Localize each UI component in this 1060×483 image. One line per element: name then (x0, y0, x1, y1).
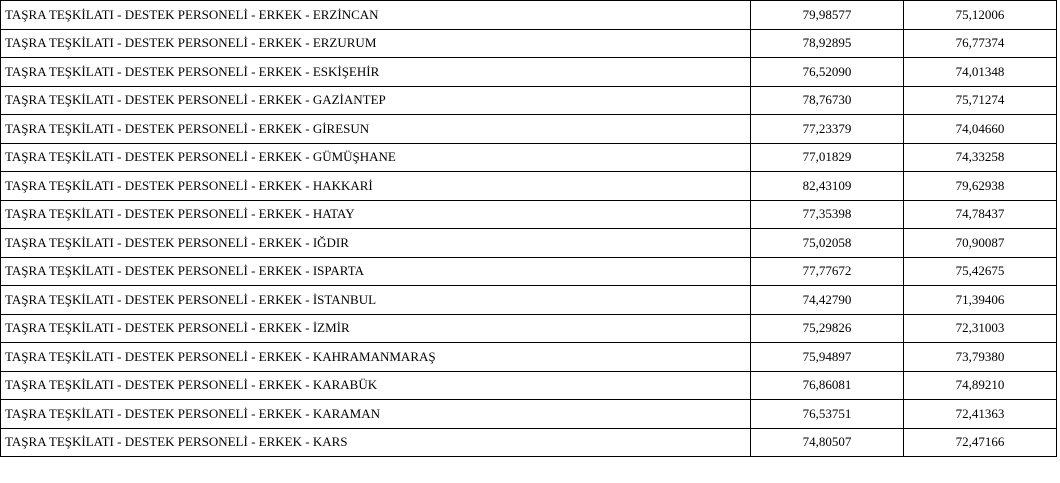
min-score-cell: 76,77374 (904, 29, 1057, 58)
score-table-body (1, 1, 1057, 457)
max-score-cell: 79,98577 (751, 1, 904, 30)
table-row (1, 314, 1057, 343)
max-score-cell: 76,53751 (751, 400, 904, 429)
unit-cell: TAŞRA TEŞKİLATI - DESTEK PERSONELİ - ERKEK - ISPARTA (1, 257, 751, 286)
max-score-cell: 77,77672 (751, 257, 904, 286)
unit-cell: TAŞRA TEŞKİLATI - DESTEK PERSONELİ - ERKEK - İSTANBUL (1, 286, 751, 315)
min-score-cell: 72,31003 (904, 314, 1057, 343)
unit-cell: TAŞRA TEŞKİLATI - DESTEK PERSONELİ - ERKEK - GİRESUN (1, 115, 751, 144)
table-row (1, 172, 1057, 201)
table-row (1, 115, 1057, 144)
unit-cell: TAŞRA TEŞKİLATI - DESTEK PERSONELİ - ERKEK - ESKİŞEHİR (1, 58, 751, 87)
table-row (1, 257, 1057, 286)
unit-cell: TAŞRA TEŞKİLATI - DESTEK PERSONELİ - ERKEK - KARABÜK (1, 371, 751, 400)
min-score-cell: 75,12006 (904, 1, 1057, 30)
unit-cell: TAŞRA TEŞKİLATI - DESTEK PERSONELİ - ERKEK - IĞDIR (1, 229, 751, 258)
table-row (1, 286, 1057, 315)
max-score-cell: 74,80507 (751, 428, 904, 457)
min-score-cell: 74,01348 (904, 58, 1057, 87)
max-score-cell: 74,42790 (751, 286, 904, 315)
min-score-cell: 75,71274 (904, 86, 1057, 115)
min-score-cell: 74,33258 (904, 143, 1057, 172)
table-row (1, 86, 1057, 115)
max-score-cell: 82,43109 (751, 172, 904, 201)
table-row (1, 143, 1057, 172)
unit-cell: TAŞRA TEŞKİLATI - DESTEK PERSONELİ - ERKEK - KARS (1, 428, 751, 457)
min-score-cell: 71,39406 (904, 286, 1057, 315)
table-row (1, 229, 1057, 258)
max-score-cell: 78,92895 (751, 29, 904, 58)
max-score-cell: 75,02058 (751, 229, 904, 258)
unit-cell: TAŞRA TEŞKİLATI - DESTEK PERSONELİ - ERKEK - GÜMÜŞHANE (1, 143, 751, 172)
max-score-cell: 76,86081 (751, 371, 904, 400)
table-row (1, 58, 1057, 87)
unit-cell: TAŞRA TEŞKİLATI - DESTEK PERSONELİ - ERKEK - KARAMAN (1, 400, 751, 429)
min-score-cell: 72,41363 (904, 400, 1057, 429)
unit-cell: TAŞRA TEŞKİLATI - DESTEK PERSONELİ - ERKEK - İZMİR (1, 314, 751, 343)
unit-cell: TAŞRA TEŞKİLATI - DESTEK PERSONELİ - ERKEK - GAZİANTEP (1, 86, 751, 115)
table-row (1, 400, 1057, 429)
min-score-cell: 72,47166 (904, 428, 1057, 457)
table-row (1, 200, 1057, 229)
table-row (1, 1, 1057, 30)
unit-cell: TAŞRA TEŞKİLATI - DESTEK PERSONELİ - ERKEK - ERZİNCAN (1, 1, 751, 30)
max-score-cell: 77,23379 (751, 115, 904, 144)
min-score-cell: 70,90087 (904, 229, 1057, 258)
max-score-cell: 75,29826 (751, 314, 904, 343)
min-score-cell: 74,78437 (904, 200, 1057, 229)
unit-cell: TAŞRA TEŞKİLATI - DESTEK PERSONELİ - ERKEK - HATAY (1, 200, 751, 229)
table-row (1, 29, 1057, 58)
max-score-cell: 76,52090 (751, 58, 904, 87)
min-score-cell: 79,62938 (904, 172, 1057, 201)
max-score-cell: 75,94897 (751, 343, 904, 372)
min-score-cell: 74,89210 (904, 371, 1057, 400)
table-row (1, 343, 1057, 372)
table-row (1, 371, 1057, 400)
min-score-cell: 74,04660 (904, 115, 1057, 144)
max-score-cell: 77,35398 (751, 200, 904, 229)
unit-cell: TAŞRA TEŞKİLATI - DESTEK PERSONELİ - ERKEK - KAHRAMANMARAŞ (1, 343, 751, 372)
unit-cell: TAŞRA TEŞKİLATI - DESTEK PERSONELİ - ERKEK - ERZURUM (1, 29, 751, 58)
min-score-cell: 75,42675 (904, 257, 1057, 286)
max-score-cell: 77,01829 (751, 143, 904, 172)
max-score-cell: 78,76730 (751, 86, 904, 115)
unit-cell: TAŞRA TEŞKİLATI - DESTEK PERSONELİ - ERKEK - HAKKARİ (1, 172, 751, 201)
table-row (1, 428, 1057, 457)
min-score-cell: 73,79380 (904, 343, 1057, 372)
